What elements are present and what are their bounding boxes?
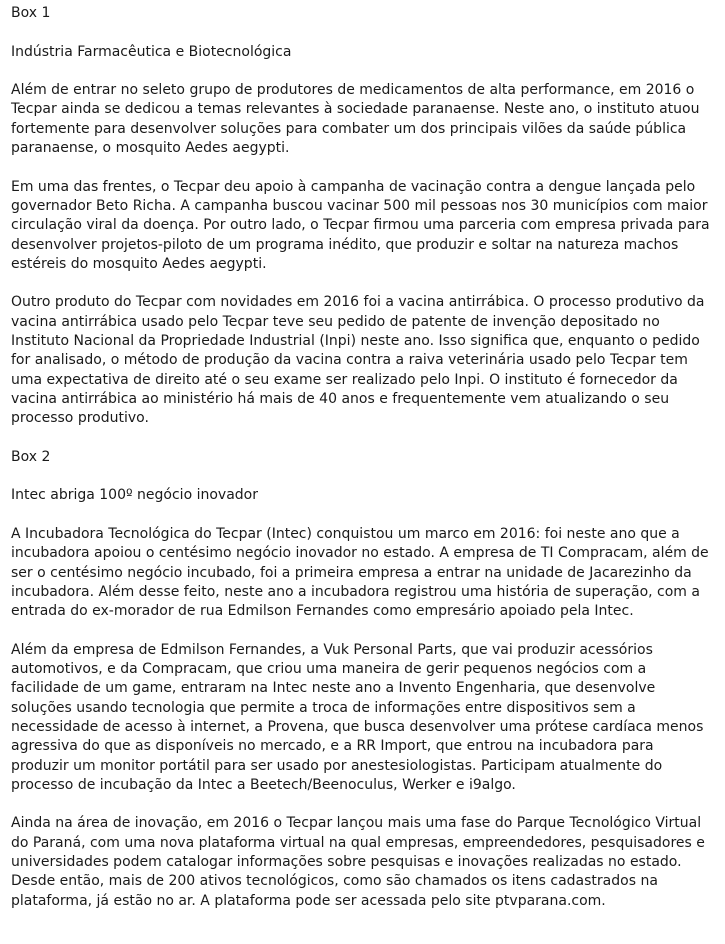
box1-paragraph-1: Além de entrar no seleto grupo de produtores de medicamentos de alta performance, em 2016 o Tecpar ainda se dedicou a temas relevantes à sociedade paranaense. Neste ano, o instituto atuou fortemente para desenvolver soluções para combater um dos principais vilões da saúde pública paranaense, o mosquito Aedes aegypti. bbox=[11, 82, 700, 157]
box1-label: Box 1 bbox=[11, 5, 51, 21]
box2-paragraph-2: Além da empresa de Edmilson Fernandes, a Vuk Personal Parts, que vai produzir acessórios automotivos, e da Compracam, que criou uma maneira de gerir pequenos negócios com a facilidade de um game, entraram na Intec neste ano a Invento Engenharia, que desenvolve soluções usando tecnologia que permite a troca de informações entre dispositivos sem a necessidade de acesso à internet, a Provena, que busca desenvolver uma prótese cardíaca menos agressiva do que as disponíveis no mercado, e a RR Import, que entrou na incubadora para produzir um monitor portátil para ser usado por anestesiologistas. Participam atualmente do processo de incubação da Intec a Beetech/Beenoculus, Werker e i9algo. bbox=[11, 641, 704, 793]
box1-paragraph-3: Outro produto do Tecpar com novidades em 2016 foi a vacina antirrábica. O processo produtivo da vacina antirrábica usado pelo Tecpar teve seu pedido de patente de invenção depositado no Instituto Nacional da Propriedade Industrial (Inpi) neste ano. Isso significa que, enquanto o pedido for analisado, o método de produção da vacina contra a raiva veterinária usado pelo Tecpar tem uma expectativa de direito até o seu exame ser realizado pelo Inpi. O instituto é fornecedor da vacina antirrábica ao ministério há mais de 40 anos e frequentemente vem atualizando o seu processo produtivo. bbox=[11, 294, 705, 427]
box1-title: Indústria Farmacêutica e Biotecnológica bbox=[11, 43, 292, 60]
box1-paragraph-2: Em uma das frentes, o Tecpar deu apoio à campanha de vacinação contra a dengue lançada pelo governador Beto Richa. A campanha buscou vacinar 500 mil pessoas nos 30 municípios com maior circulação viral da doença. Por outro lado, o Tecpar firmou uma parceria com empresa privada para desenvolver projetos-piloto de um programa inédito, que produzir e soltar na natureza machos estéreis do mosquito Aedes aegypti. bbox=[11, 178, 710, 272]
box2-paragraph-3: Ainda na área de inovação, em 2016 o Tecpar lançou mais uma fase do Parque Tecnológico Virtual do Paraná, com uma nova plataforma virtual na qual empresas, empreendedores, pesquisadores e universidades podem catalogar informações sobre pesquisas e inovações realizadas no estado. Desde então, mais de 200 ativos tecnológicos, como são chamados os itens cadastrados na plataforma, já estão no ar. A plataforma pode ser acessada pelo site ptvparana.com. bbox=[11, 815, 705, 909]
box2-paragraph-1: A Incubadora Tecnológica do Tecpar (Intec) conquistou um marco em 2016: foi neste ano que a incubadora apoiou o centésimo negócio inovador no estado. A empresa de TI Compracam, além de ser o centésimo negócio incubado, foi a primeira empresa a entrar na unidade de Jacarezinho da incubadora. Além desse feito, neste ano a incubadora registrou uma história de superação, com a entrada do ex-morador de rua Edmilson Fernandes como empresário apoiado pela Intec. bbox=[11, 526, 709, 620]
box2-label: Box 2 bbox=[11, 448, 51, 465]
box2-title: Intec abriga 100º negócio inovador bbox=[11, 487, 258, 504]
